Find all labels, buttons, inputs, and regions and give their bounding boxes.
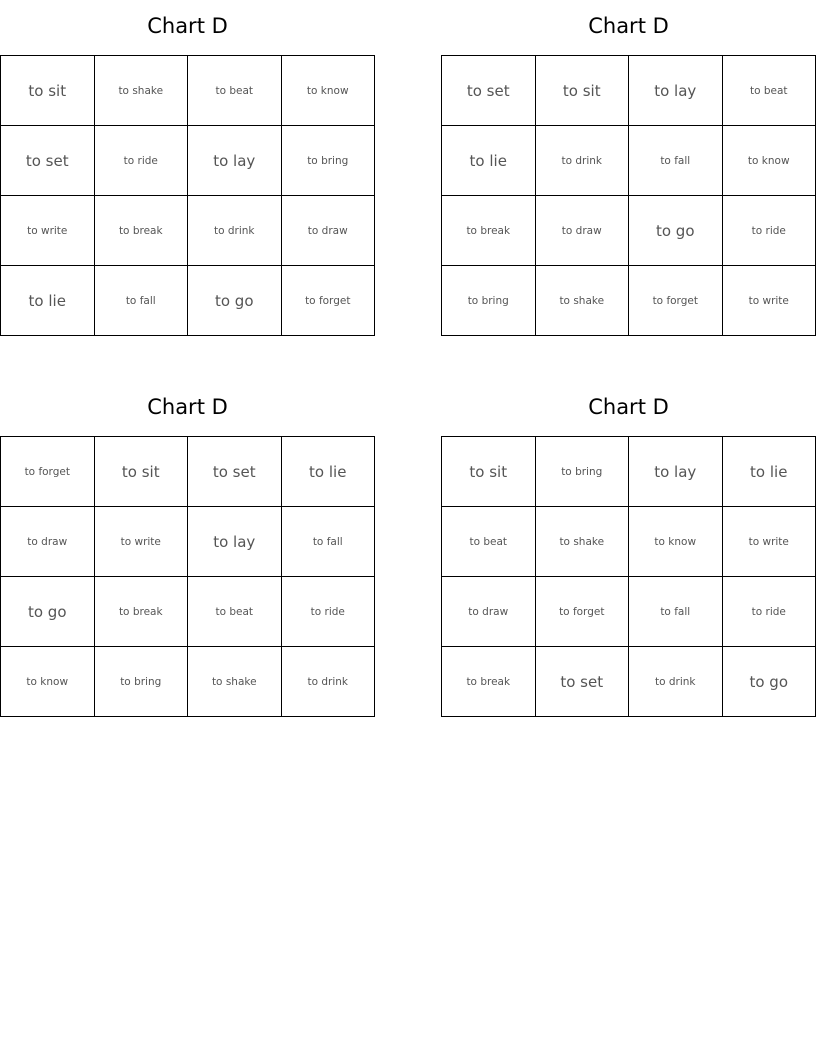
grid-cell: to forget (629, 266, 723, 336)
grid-cell: to lay (629, 56, 723, 126)
grid-cell: to shake (536, 507, 630, 577)
grid-cell: to go (188, 266, 282, 336)
grid-cell: to shake (188, 647, 282, 717)
grid-cell: to forget (1, 437, 95, 507)
grid-cell: to ride (723, 577, 816, 647)
grid-cell: to go (723, 647, 816, 717)
grid-cell: to lie (723, 437, 816, 507)
grid-cell: to write (723, 507, 816, 577)
grid-cell: to ride (723, 196, 816, 266)
grid-cell: to set (442, 56, 536, 126)
grid-cell: to go (1, 577, 95, 647)
grid-cell: to bring (95, 647, 189, 717)
grid-cell: to beat (188, 56, 282, 126)
grid-cell: to draw (536, 196, 630, 266)
grid-cell: to sit (536, 56, 630, 126)
grid-cell: to set (188, 437, 282, 507)
grid-cell: to go (629, 196, 723, 266)
card-title: Chart D (588, 395, 669, 419)
card-title: Chart D (147, 395, 228, 419)
grid-cell: to set (1, 126, 95, 196)
grid-cell: to write (95, 507, 189, 577)
grid-cell: to draw (282, 196, 376, 266)
grid-cell: to draw (442, 577, 536, 647)
grid-cell: to break (442, 196, 536, 266)
grid-cell: to drink (282, 647, 376, 717)
grid-cell: to lay (629, 437, 723, 507)
card-grid (0, 55, 375, 336)
grid-cell: to shake (536, 266, 630, 336)
grid-cell: to beat (442, 507, 536, 577)
grid-cell: to shake (95, 56, 189, 126)
grid-cell: to sit (1, 56, 95, 126)
grid-cell: to beat (188, 577, 282, 647)
grid-cell: to know (1, 647, 95, 717)
grid-cell: to know (723, 126, 816, 196)
grid-cell: to fall (95, 266, 189, 336)
grid-cell: to sit (95, 437, 189, 507)
grid-cell: to fall (282, 507, 376, 577)
grid-cell: to forget (536, 577, 630, 647)
grid-cell: to forget (282, 266, 376, 336)
grid-cell: to break (95, 196, 189, 266)
grid-cell: to break (442, 647, 536, 717)
grid-cell: to write (723, 266, 816, 336)
grid-cell: to drink (629, 647, 723, 717)
grid-cell: to drink (536, 126, 630, 196)
grid-cell: to sit (442, 437, 536, 507)
grid-cell: to lie (442, 126, 536, 196)
grid-cell: to beat (723, 56, 816, 126)
grid-cell: to ride (282, 577, 376, 647)
grid-cell: to lay (188, 126, 282, 196)
grid-cell: to know (629, 507, 723, 577)
grid-cell: to bring (536, 437, 630, 507)
grid-cell: to ride (95, 126, 189, 196)
grid-cell: to lie (1, 266, 95, 336)
grid-cell: to break (95, 577, 189, 647)
grid-cell: to set (536, 647, 630, 717)
card-grid (0, 436, 375, 717)
grid-cell: to bring (442, 266, 536, 336)
card-title: Chart D (147, 14, 228, 38)
grid-cell: to know (282, 56, 376, 126)
grid-cell: to lay (188, 507, 282, 577)
grid-cell: to fall (629, 577, 723, 647)
grid-cell: to draw (1, 507, 95, 577)
grid-cell: to bring (282, 126, 376, 196)
grid-cell: to lie (282, 437, 376, 507)
grid-cell: to write (1, 196, 95, 266)
card-title: Chart D (588, 14, 669, 38)
grid-cell: to fall (629, 126, 723, 196)
card-grid (441, 436, 816, 717)
card-grid (441, 55, 816, 336)
grid-cell: to drink (188, 196, 282, 266)
